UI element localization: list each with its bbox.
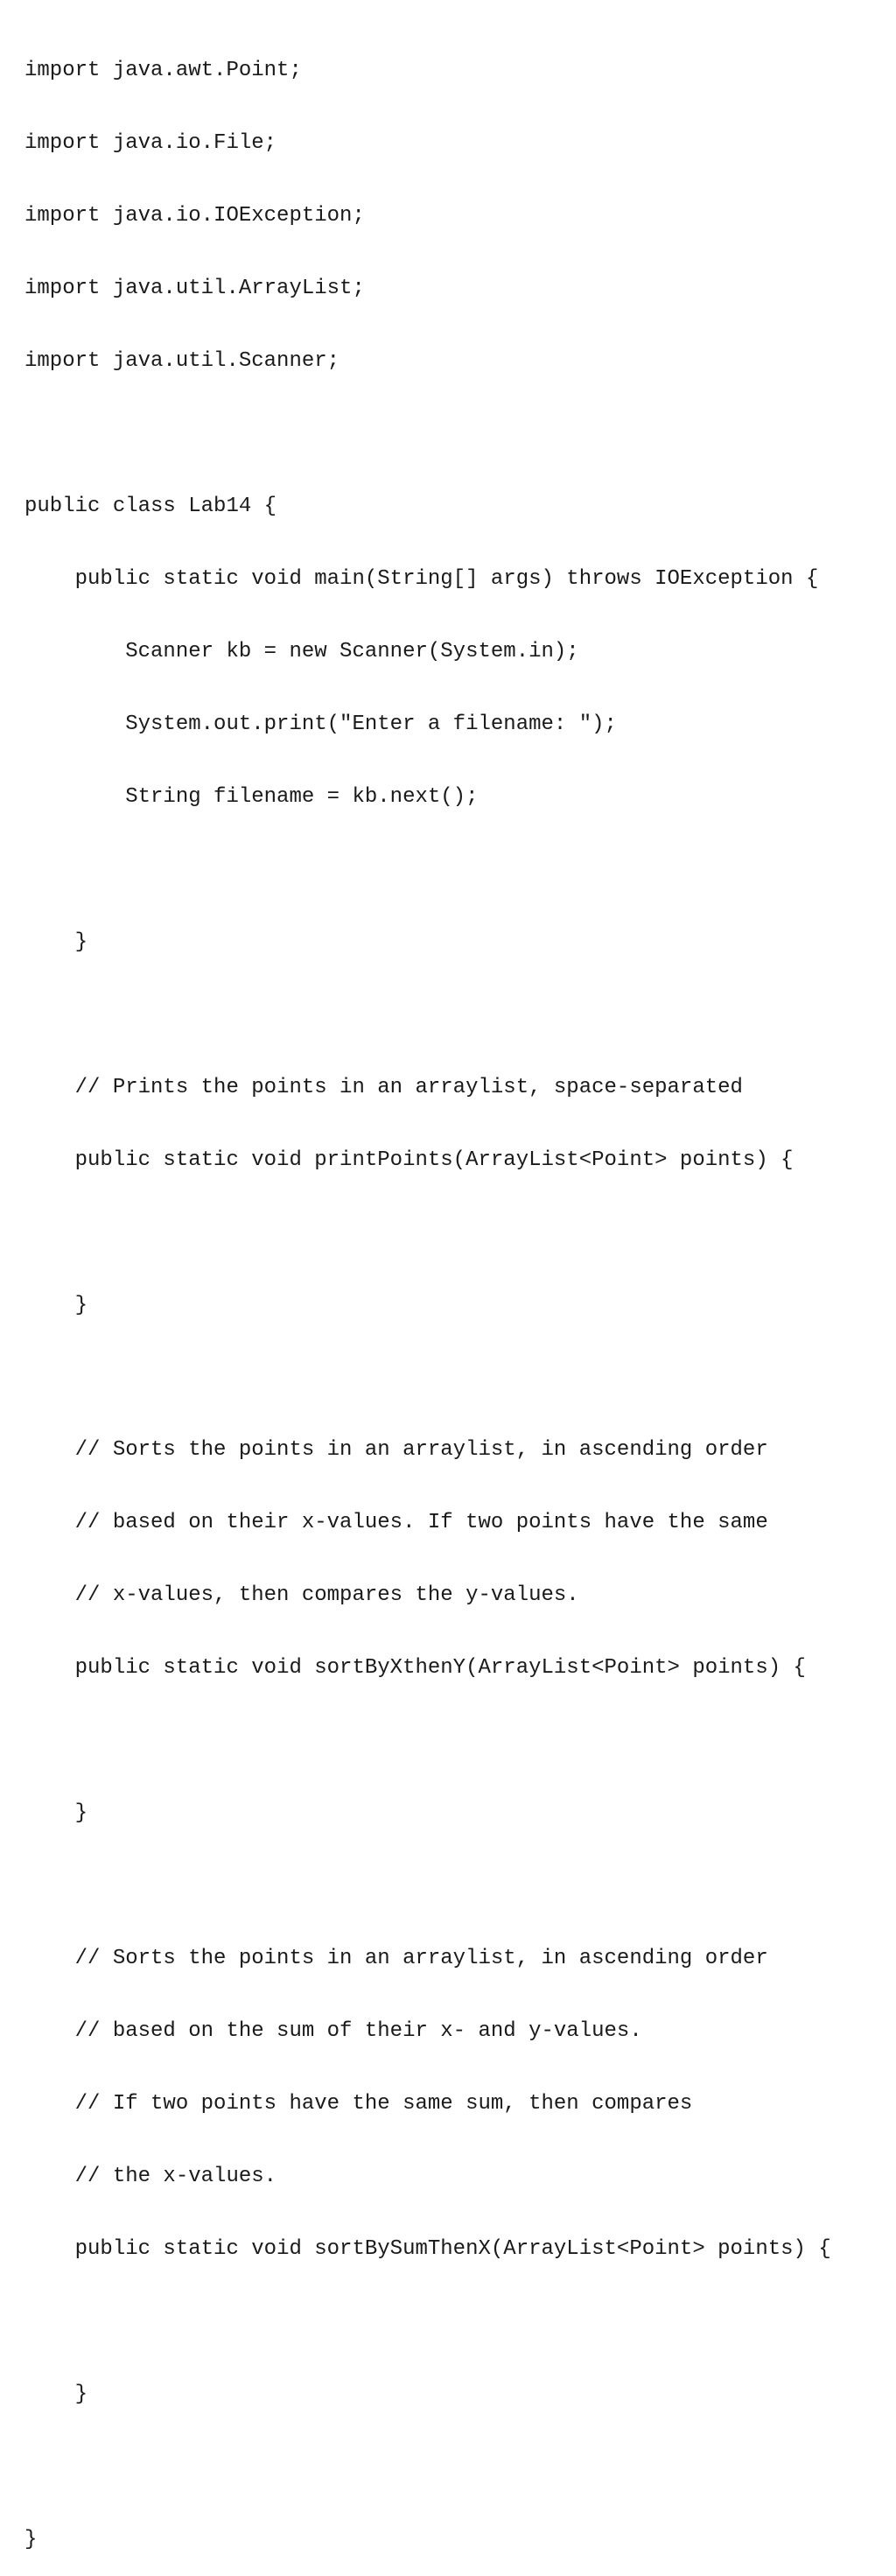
code-line-main-signature: public static void main(String[] args) throws IOException { xyxy=(24,566,819,591)
code-line-blank xyxy=(24,1003,831,1028)
code-line-blank xyxy=(24,1729,831,1753)
code-line-comment-sortbysum-2: // based on the sum of their x- and y-values. xyxy=(24,2019,642,2044)
code-line-printpoints-close-brace: } xyxy=(24,1293,88,1317)
code-line-comment-sortbyx-2: // based on their x-values. If two points have the same xyxy=(24,1511,768,1535)
code-line-sortbysumthenx-signature: public static void sortBySumThenX(ArrayList<Point> points) { xyxy=(24,2236,831,2261)
code-line-sortbyxtheny-signature: public static void sortByXthenY(ArrayList<Point> points) { xyxy=(24,1656,806,1681)
code-line-import-arraylist: import java.util.ArrayList; xyxy=(24,277,365,301)
code-listing xyxy=(24,11,831,2576)
code-line-sortbysumthenx-close-brace: } xyxy=(24,2382,88,2406)
code-line-comment-sortbyx-1: // Sorts the points in an arraylist, in ascending order xyxy=(24,1438,768,1463)
code-line-blank xyxy=(24,858,831,882)
code-line-comment-printpoints: // Prints the points in an arraylist, space-separated xyxy=(24,1075,743,1099)
code-line-printpoints-signature: public static void printPoints(ArrayList<Point> points) { xyxy=(24,1148,794,1172)
code-line-comment-sortbysum-4: // the x-values. xyxy=(24,2164,277,2188)
code-line-blank xyxy=(24,1365,831,1390)
code-line-prompt-print: System.out.print("Enter a filename: "); xyxy=(24,712,617,736)
code-line-sortbyxtheny-close-brace: } xyxy=(24,1801,88,1826)
code-line-import-point: import java.awt.Point; xyxy=(24,59,302,83)
code-line-blank xyxy=(24,1221,831,1246)
code-line-blank xyxy=(24,422,831,446)
code-line-import-file: import java.io.File; xyxy=(24,131,277,156)
code-line-blank xyxy=(24,2455,831,2480)
code-line-comment-sortbysum-1: // Sorts the points in an arraylist, in ascending order xyxy=(24,1947,768,1971)
code-line-class-declaration: public class Lab14 { xyxy=(24,495,277,519)
code-line-comment-sortbysum-3: // If two points have the same sum, then compares xyxy=(24,2092,693,2116)
code-line-comment-sortbyx-3: // x-values, then compares the y-values. xyxy=(24,1583,579,1608)
code-line-main-close-brace: } xyxy=(24,930,88,954)
code-line-class-close-brace: } xyxy=(24,2527,38,2551)
code-line-import-ioexception: import java.io.IOException; xyxy=(24,204,365,228)
code-line-blank xyxy=(24,1874,831,1899)
code-line-blank xyxy=(24,2310,831,2334)
code-line-scanner-init: Scanner kb = new Scanner(System.in); xyxy=(24,639,579,663)
code-line-read-filename: String filename = kb.next(); xyxy=(24,784,479,809)
code-line-import-scanner: import java.util.Scanner; xyxy=(24,349,340,374)
